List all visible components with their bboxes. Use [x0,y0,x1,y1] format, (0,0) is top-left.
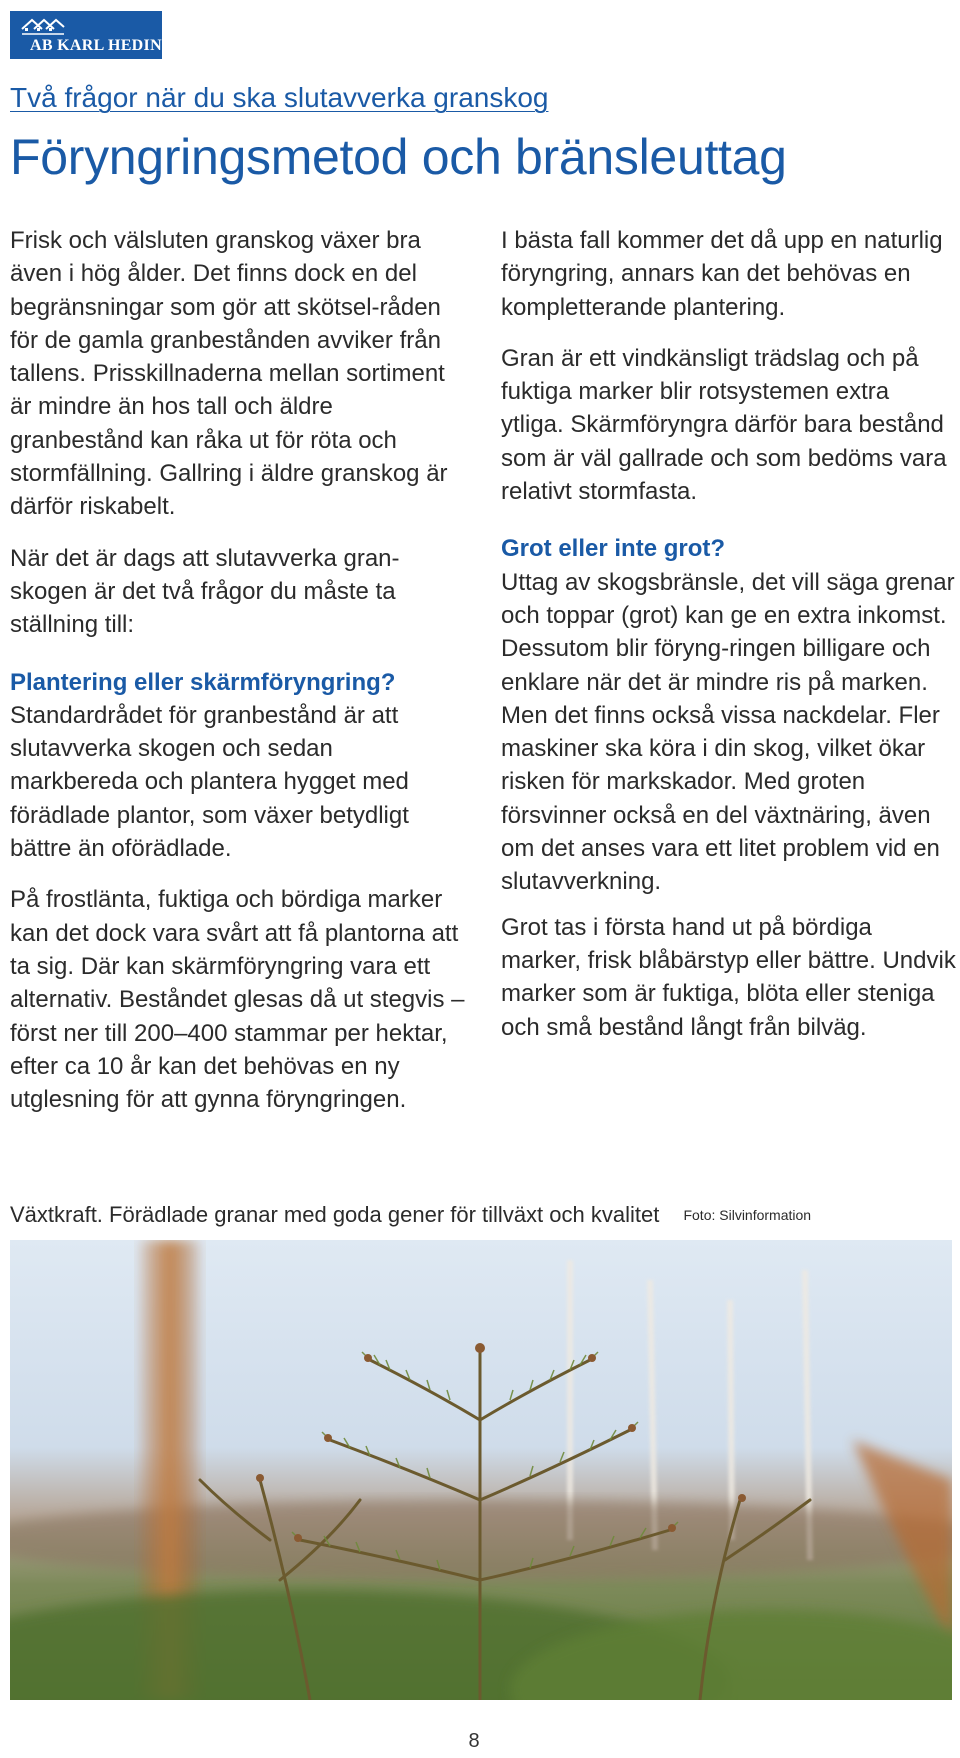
spruce-photo [10,1240,952,1700]
photo-credit: Foto: Silvinformation [683,1207,812,1223]
logo-text: AB KARL HEDIN [30,37,162,54]
caption-text: Växtkraft. Förädlade granar med goda gener för tillväxt och kvalitet [10,1202,660,1227]
page-subtitle: Två frågor när du ska slutavverka granskog [10,82,549,113]
photo-caption [10,1202,811,1228]
paragraph: Uttag av skogsbränsle, det vill säga grenar och toppar (grot) kan ge en extra inkomst. Dessutom blir föryng-ringen billigare och enklare när det är mindre ris på marken. Men det finns också vissa nackdelar. Fler maskiner ska köra i din skog, vilket ökar risken för markskador. Med groten försvinner också en del växtnäring, även om det anses vara ett litet problem vid en slutavverkning. [501,568,955,896]
paragraph: Gran är ett vindkänsligt trädslag och på fuktiga marker blir rotsystemen extra ytliga. Skärmföryngra därför bara bestånd som är väl gallrade och som bedöms vara relativt stormfasta. [501,344,947,506]
paragraph: Standardrådet för granbestånd är att slutavverka skogen och sedan markbereda och plantera hygget med förädlade plantor, som växer betydligt bättre än oförädlade. [10,701,409,863]
page-number: 8 [468,1730,480,1752]
paragraph: På frostlänta, fuktiga och bördiga marker kan det dock vara svårt att få plantorna att ta sig. Där kan skärmföryngring vara ett alternativ. Beståndet glesas då ut stegvis – först ner till 200–400 stammar per hektar, efter ca 10 år kan det behövas en ny utglesning för att gynna föryngringen. [10,886,465,1114]
paragraph: I bästa fall kommer det då upp en naturlig föryngring, annars kan det behövas en kompletterande plantering. [501,227,943,321]
right-column [501,224,956,1062]
company-logo [10,11,162,59]
spruce-photo-illustration [10,1240,952,1700]
left-column [10,224,465,1134]
house-icon [20,17,66,37]
paragraph: När det är dags att slutavverka gran-skogen är det två frågor du måste ta ställning till: [10,544,400,639]
paragraph: Grot tas i första hand ut på bördiga marker, frisk blåbärstyp eller bättre. Undvik marker som är fuktiga, blöta eller steniga och små bestånd långt från bilväg. [501,913,956,1041]
paragraph: Frisk och välsluten granskog växer bra även i hög ålder. Det finns dock en del begränsningar som gör att skötsel-råden för de gamla granbestånden avviker från tallens. Prisskillnaderna mellan sortiment är mindre än hos tall och äldre granbestånd kan råka ut för röta och stormfällning. Gallring i äldre granskog är därför riskabelt. [10,227,448,521]
section-heading-planting: Plantering eller skärmföryngring? [10,668,396,696]
page-title: Föryngringsmetod och bränsleuttag [10,129,787,185]
section-heading-grot: Grot eller inte grot? [501,535,726,563]
